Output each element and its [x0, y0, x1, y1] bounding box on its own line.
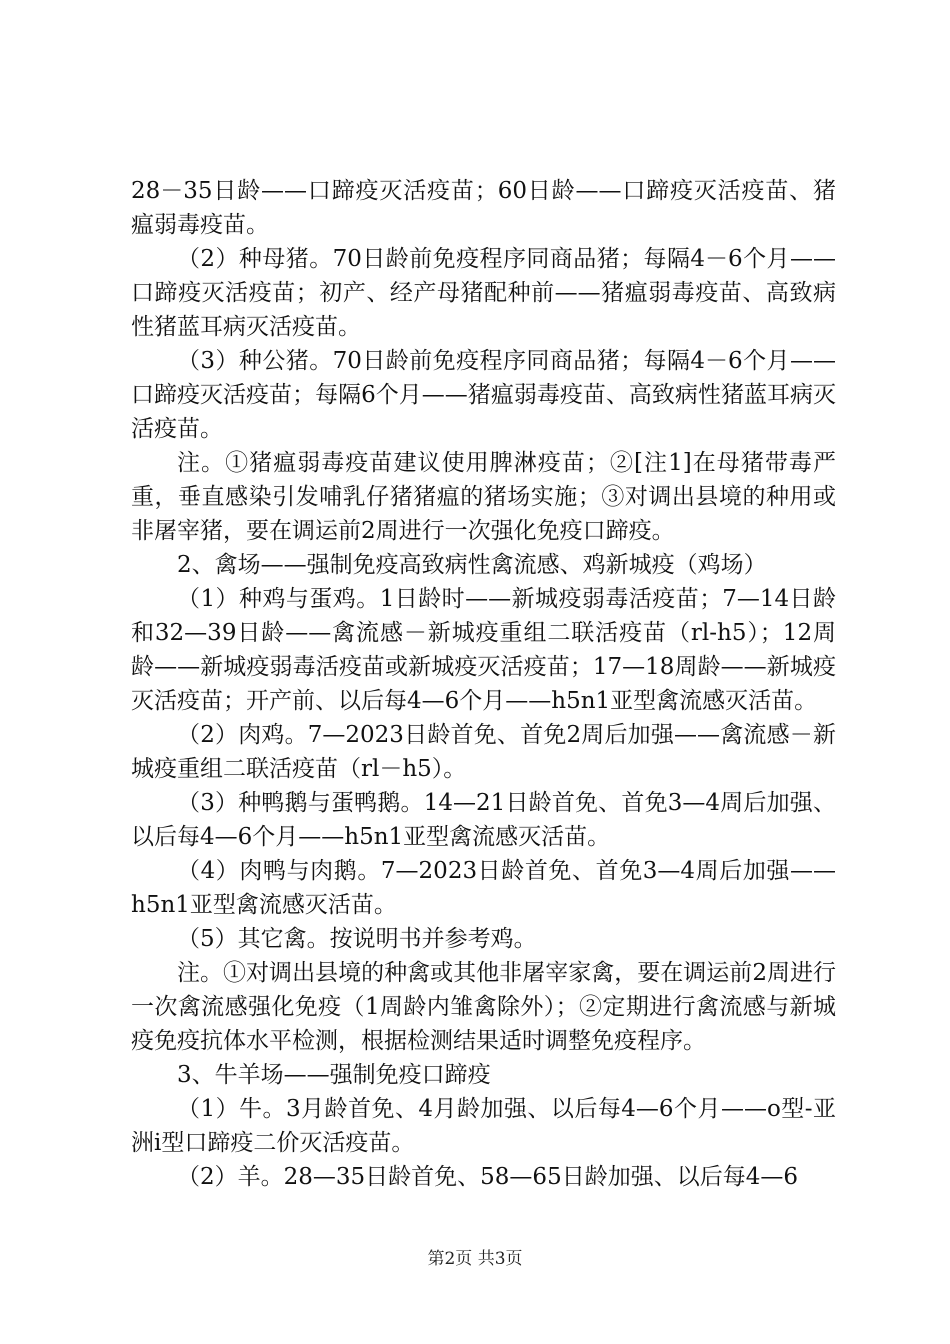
paragraph-2: （3）种公猪。70日龄前免疫程序同商品猪；每隔4－6个月——口蹄疫灭活疫苗；每隔6个月——猪瘟弱毒疫苗、高致病性猪蓝耳病灭活疫苗。	[131, 348, 836, 442]
paragraph-1: （2）种母猪。70日龄前免疫程序同商品猪；每隔4－6个月——口蹄疫灭活疫苗；初产、经产母猪配种前——猪瘟弱毒疫苗、高致病性猪蓝耳病灭活疫苗。	[131, 246, 836, 340]
paragraph-5: （1）种鸡与蛋鸡。1日龄时——新城疫弱毒活疫苗；7—14日龄和32—39日龄——禽流感－新城疫重组二联活疫苗（rl-h5）；12周龄——新城疫弱毒活疫苗或新城疫灭活疫苗；17—18周龄——新城疫灭活疫苗；开产前、以后每4—6个月——h5n1亚型禽流感灭活苗。	[131, 586, 836, 714]
paragraph-8: （4）肉鸭与肉鹅。7—2023日龄首免、首免3—4周后加强——h5n1亚型禽流感灭活苗。	[131, 858, 836, 918]
paragraph-3: 注。①猪瘟弱毒疫苗建议使用脾淋疫苗；②[注1]在母猪带毒严重，垂直感染引发哺乳仔猪猪瘟的猪场实施；③对调出县境的种用或非屠宰猪，要在调运前2周进行一次强化免疫口蹄疫。	[131, 450, 836, 544]
paragraph-9: （5）其它禽。按说明书并参考鸡。	[177, 926, 537, 952]
paragraph-12: （1）牛。3月龄首免、4月龄加强、以后每4—6个月——o型-亚洲i型口蹄疫二价灭活疫苗。	[131, 1096, 836, 1156]
page-number-label: 第2页 共3页	[427, 1249, 523, 1269]
paragraph-6: （2）肉鸡。7—2023日龄首免、首免2周后加强——禽流感－新城疫重组二联活疫苗（rl－h5）。	[131, 722, 836, 782]
paragraph-0: 28－35日龄——口蹄疫灭活疫苗；60日龄——口蹄疫灭活疫苗、猪瘟弱毒疫苗。	[131, 178, 836, 238]
paragraph-4: 2、禽场——强制免疫高致病性禽流感、鸡新城疫（鸡场）	[177, 552, 767, 578]
paragraph-10: 注。①对调出县境的种禽或其他非屠宰家禽，要在调运前2周进行一次禽流感强化免疫（1周龄内雏禽除外）；②定期进行禽流感与新城疫免疫抗体水平检测，根据检测结果适时调整免疫程序。	[131, 960, 836, 1054]
paragraph-7: （3）种鸭鹅与蛋鸭鹅。14—21日龄首免、首免3—4周后加强、以后每4—6个月——h5n1亚型禽流感灭活苗。	[131, 790, 836, 850]
paragraph-13: （2）羊。28—35日龄首免、58—65日龄加强、以后每4—6	[177, 1164, 798, 1190]
paragraph-11: 3、牛羊场——强制免疫口蹄疫	[177, 1062, 491, 1088]
document-body	[131, 174, 836, 1194]
page-footer	[0, 1244, 950, 1269]
